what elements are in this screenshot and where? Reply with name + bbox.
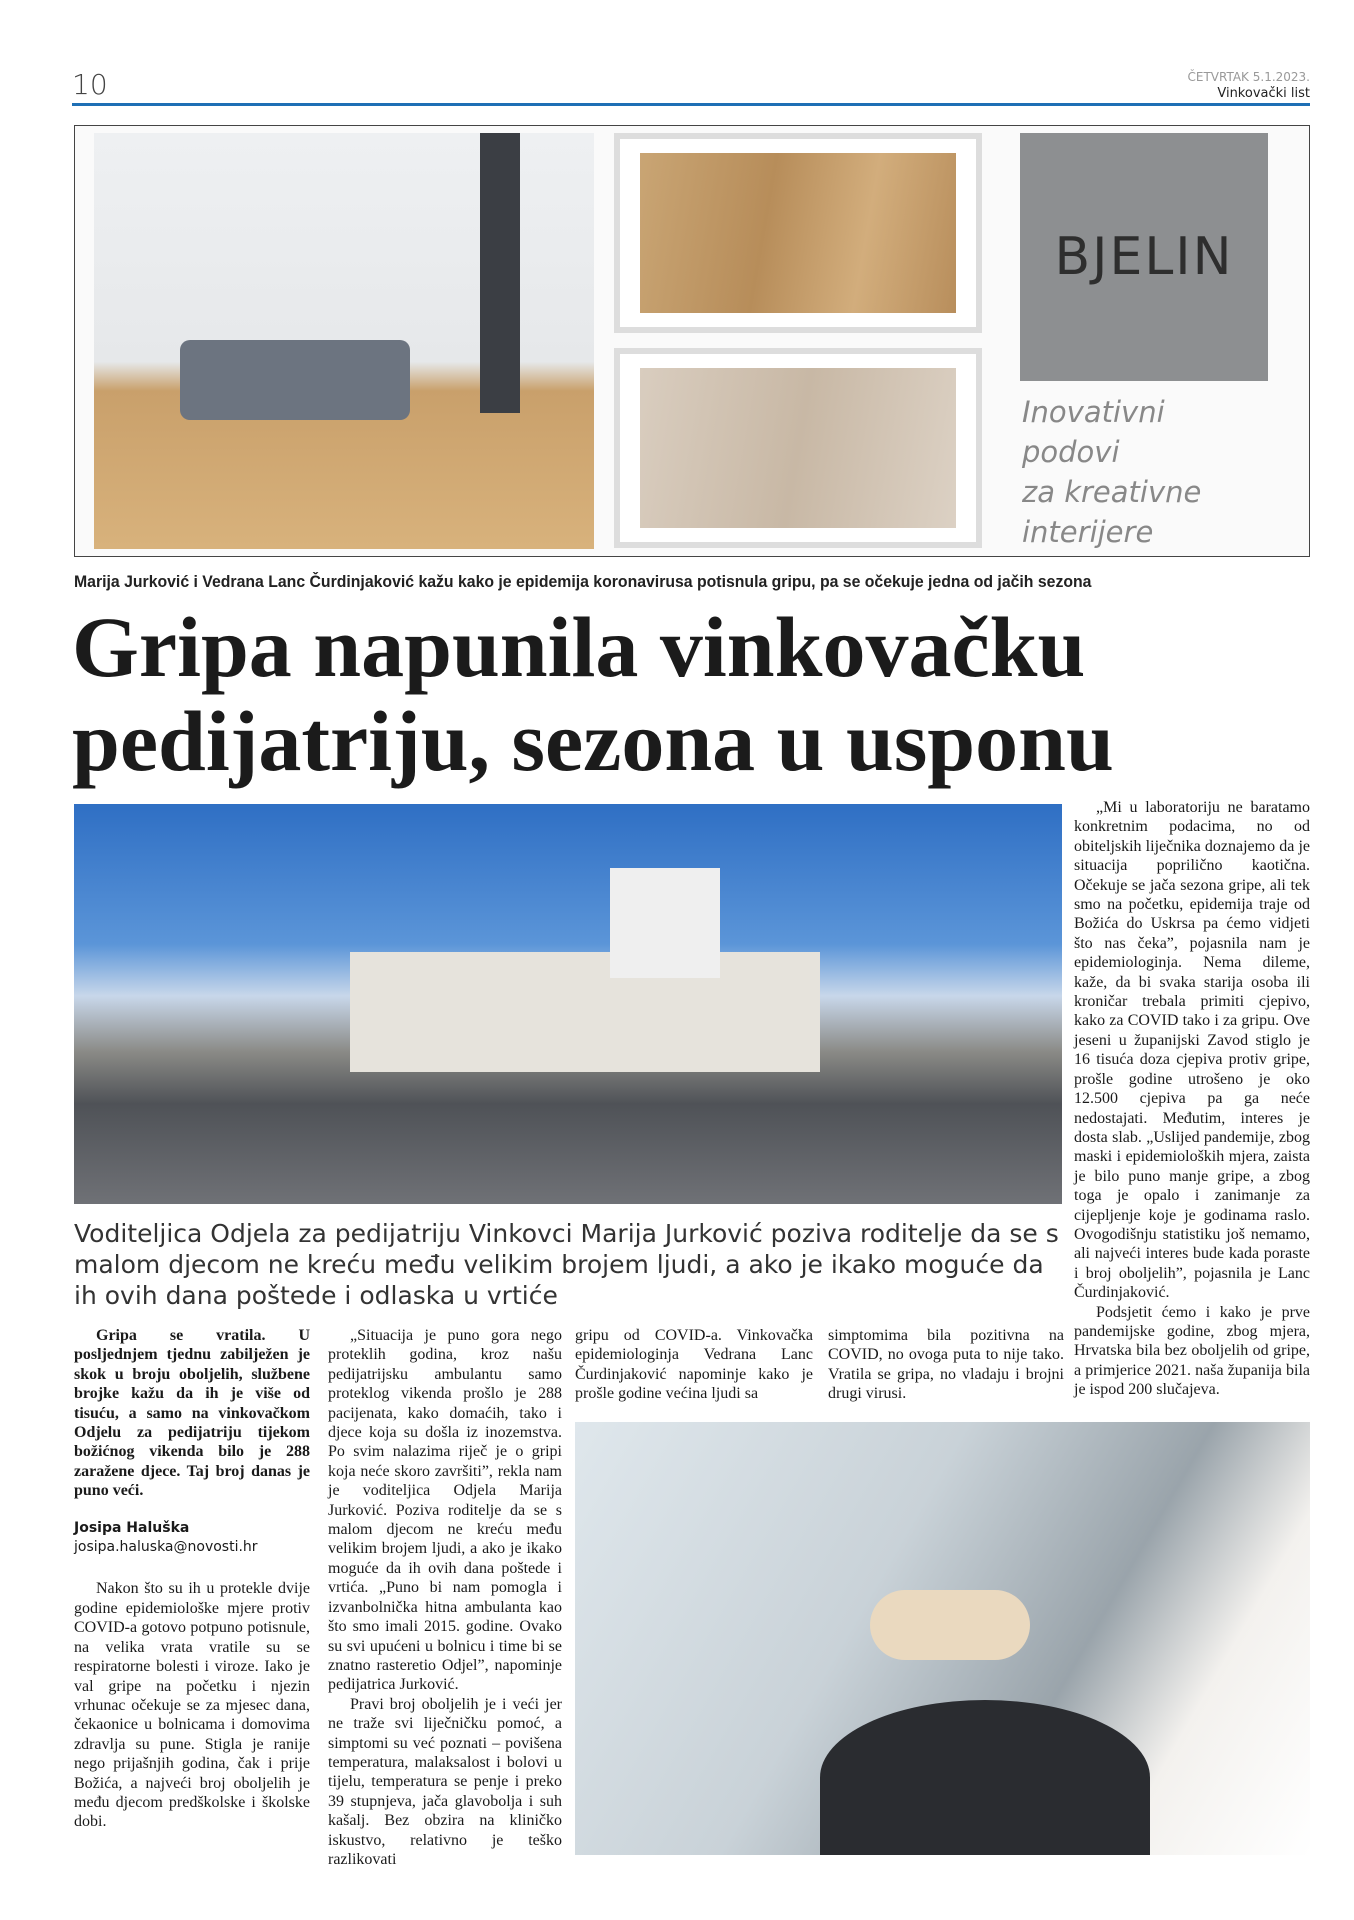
ad-sofa bbox=[180, 340, 410, 420]
slogan-line: za kreativne bbox=[1022, 475, 1202, 509]
paragraph-continued: gripu od COVID-a. Vinkovačka epidemiologinja Vedrana Lanc Čurdinjaković napominje kako je prošle godine većina ljudi sa bbox=[575, 1327, 813, 1403]
article-lead: Voditeljica Odjela za pedijatriju Vinkovci Marija Jurković poziva roditelje da se s malom djecom ne kreću među velikim brojem ljudi, a ako je ikako moguće da ih ovih dana poštede i odlaska u vrtiće bbox=[74, 1219, 1059, 1310]
paragraph: Pravi broj oboljelih je i veći jer ne traže svi liječničku pomoć, a simptomi su već poznati – povišena temperatura, malaksalost i bolovi u tijelu, temperatura se penje i preko 39 stupnjeva, jača glavobolja i suh kašalj. Bez obzira na kliničko iskustvo, relativno je teško razlikovati bbox=[328, 1695, 562, 1868]
paragraph-continued: simptomima bila pozitivna na COVID, no ovoga puta to nije tako. Vratila se gripa, no vladaju i brojni drugi virusi. bbox=[828, 1327, 1064, 1403]
ad-floor-photo-oak bbox=[614, 133, 982, 333]
article-column-1 bbox=[74, 1326, 310, 1832]
issue-date: ČETVRTAK 5.1.2023. bbox=[1187, 70, 1310, 84]
paragraph: Nakon što su ih u protekle dvije godine epidemiološke mjere protiv COVID-a gotovo potpuno potisnule, na velika vrata vratile su se respiratorne bolesti i viroze. Iako je val gripe na početku i njezin vrhunac očekuje se za mjesec dana, čekaonice u bolnicama i domovima zdravlja su pune. Stigla je ranije nego prijašnjih godina, čak i prije Božića, a najveći broj oboljelih je među djecom predškolske i školske dobi. bbox=[74, 1580, 310, 1831]
article-column-3 bbox=[575, 1326, 813, 1404]
paragraph: „Mi u laboratoriju ne baratamo konkretnim podacima, no od obiteljskih liječnika doznajemo da je situacija poprilično kaotična. Očekuje se jača sezona gripe, ali tek smo na početku, epidemija traje od Božića do Uskrsa pa ćemo vidjeti što nas čeka”, pojasnila nam je epidemiologinja. Nema dileme, kaže, da bi svaka starija osoba ili kroničar trebala primiti cjepivo, kako za COVID tako i za gripu. Ove jeseni u županijski Zavod stiglo je 16 tisuća doza cjepiva protiv gripe, prošle godine utrošeno je oko 12.500 cjepiva pa ga neće nedostajati. Međutim, interes je dosta slab. „Uslijed pandemije, zbog maski i epidemioloških mjera, zaista je bilo puno manje gripe, a zbog toga je opalo i zanimanje za cijepljenje koje je godinama raslo. Ovogodišnju statistiku još nemamo, ali najveći interes bude kada poraste i broj oboljelih”, pojasnila je Lanc Čurdinjaković. bbox=[1074, 799, 1310, 1302]
author-name: Josipa Haluška bbox=[74, 1519, 190, 1536]
article-column-5 bbox=[1074, 798, 1310, 1400]
article-intro: Gripa se vratila. U posljednjem tjednu zabilježen je skok u broju oboljelih, službene brojke kažu da ih je više od tisuću, a samo na vinkovačkom Odjelu za pedijatriju tijekom božićnog vikenda bilo je 288 zaražene djece. Taj broj danas je puno veći. bbox=[74, 1327, 310, 1500]
article-column-2 bbox=[328, 1326, 562, 1869]
ad-brand-logo: BJELIN bbox=[1020, 133, 1268, 381]
lab-analyzer bbox=[820, 1700, 1150, 1855]
hospital-tower bbox=[610, 868, 720, 978]
paragraph: „Situacija je puno gora nego proteklih godina, kroz našu pedijatrijsku ambulantu samo proteklog vikenda prošlo je 288 pacijenata, kako domaćih, tako i djece koja su došla iz inozemstva. Po svim nalazima riječ je o gripi koja neće skoro završiti”, rekla nam je voditeljica Odjela Marija Jurković. Poziva roditelje da se s malom djecom ne kreću među velikim brojem ljudi, a ako je ikako moguće da ih ovih dana poštede i vrtića. „Puno bi nam pomogla i izvanbolnička hitna ambulanta kao što smo imali 2015. godine. Ovako su svi upućeni u bolnicu i time bi se znatno rasteretio Odjel”, napominje pedijatrica Jurković. bbox=[328, 1327, 562, 1694]
slogan-line: Inovativni bbox=[1022, 395, 1165, 429]
ad-curtain bbox=[480, 133, 520, 413]
publication-name: Vinkovački list bbox=[1217, 86, 1310, 101]
hospital-building bbox=[350, 952, 820, 1072]
author-email[interactable]: josipa.haluska@novosti.hr bbox=[74, 1539, 258, 1556]
article-kicker: Marija Jurković i Vedrana Lanc Čurdinjaković kažu kako je epidemija koronavirusa potisnula gripu, pa se očekuje jedna od jačih sezona bbox=[74, 572, 1092, 591]
article-headline: Gripa napunila vinkovačku pedijatriju, sezona u usponu bbox=[72, 599, 1114, 789]
paragraph: Podsjetit ćemo i kako je prve pandemijske godine, zbog mjera, Hrvatska bila bez oboljelih od gripe, a primjerice 2021. naša županija bila je ispod 200 slučajeva. bbox=[1074, 1303, 1310, 1399]
slogan-line: podovi bbox=[1022, 435, 1120, 469]
page-number: 10 bbox=[72, 68, 108, 101]
ad-floor-photo-white bbox=[614, 348, 982, 548]
ad-slogan bbox=[1022, 392, 1201, 552]
slogan-line: interijere bbox=[1022, 515, 1154, 549]
lab-gloved-hand bbox=[870, 1590, 1030, 1660]
article-column-4 bbox=[828, 1326, 1064, 1404]
header-rule bbox=[72, 103, 1310, 106]
